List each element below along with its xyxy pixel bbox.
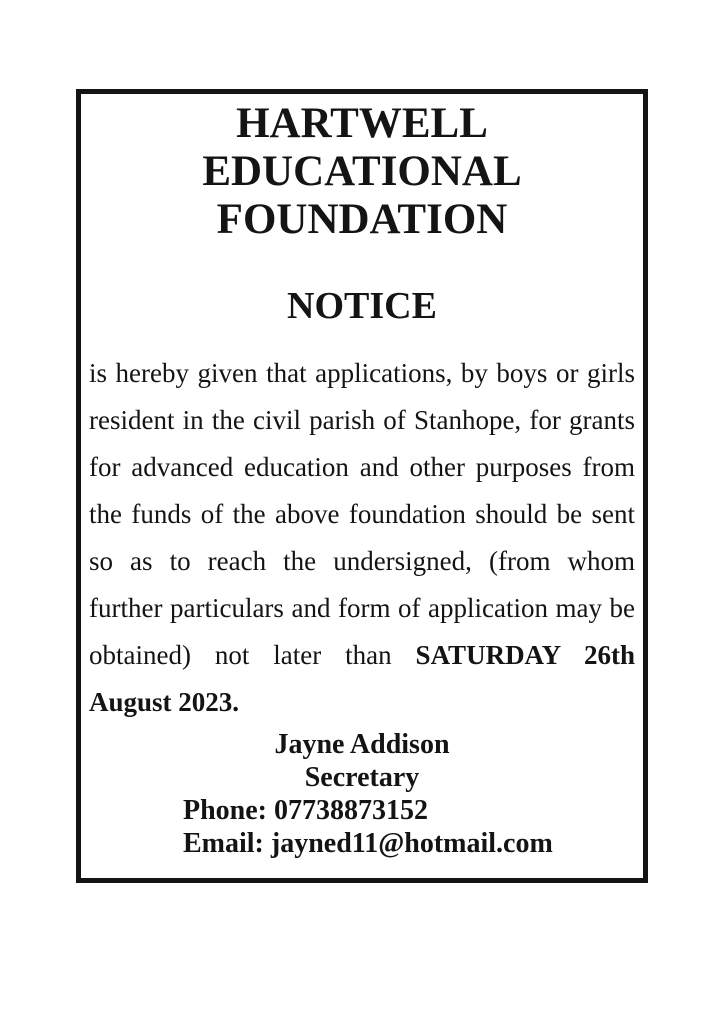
body-line: so as to reach the undersigned, (from whom xyxy=(89,546,635,576)
body-line: is hereby given that applications, by boys or girls xyxy=(89,358,635,388)
notice-heading: NOTICE xyxy=(287,285,437,327)
body-line-deadline: obtained) not later than SATURDAY 26th xyxy=(89,640,635,670)
signature-role: Secretary xyxy=(304,762,420,793)
deadline-bold-text: SATURDAY 26th xyxy=(415,640,635,670)
signature-name: Jayne Addison xyxy=(274,729,450,760)
title-line-1: HARTWELL xyxy=(236,100,488,147)
title-line-2: EDUCATIONAL xyxy=(202,148,522,195)
signature-phone: Phone: 07738873152 xyxy=(183,795,428,826)
title-line-3: FOUNDATION xyxy=(216,196,508,243)
body-line: further particulars and form of application may be xyxy=(89,593,635,623)
body-line: resident in the civil parish of Stanhope, for grants xyxy=(89,405,635,435)
notice-box xyxy=(76,89,648,883)
body-line: for advanced education and other purposes from xyxy=(89,452,635,482)
deadline-date-bold-text: August 2023. xyxy=(89,687,240,717)
signature-block xyxy=(89,728,635,860)
signature-email: Email: jayned11@hotmail.com xyxy=(183,828,553,859)
notice-title xyxy=(89,100,635,244)
body-line-deadline-date xyxy=(89,679,635,726)
body-paragraph xyxy=(89,350,635,726)
body-line: the funds of the above foundation should be sent xyxy=(89,499,635,529)
